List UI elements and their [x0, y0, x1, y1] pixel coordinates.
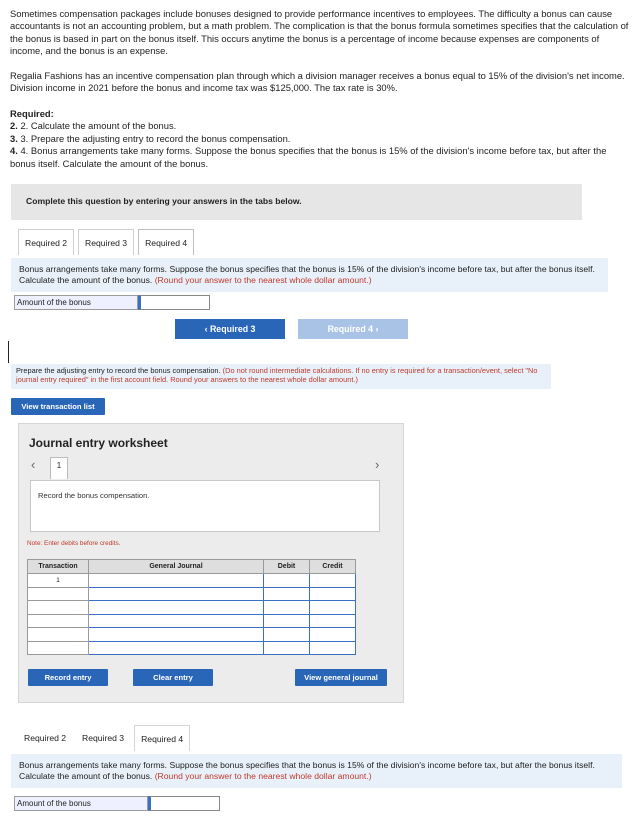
req2-text: 2. Calculate the amount of the bonus.: [20, 120, 177, 132]
journal-entry-worksheet: [18, 423, 404, 703]
journal-row: [28, 601, 356, 615]
instruction-bar: [11, 184, 582, 220]
prev-required-button[interactable]: [175, 319, 285, 339]
amount-row-bottom: [14, 796, 220, 811]
tab-required-3[interactable]: Required 3: [78, 229, 134, 255]
chevron-right-icon: ›: [375, 324, 379, 334]
tab-required-2[interactable]: Required 2: [18, 725, 72, 751]
question-box-req3: [11, 364, 551, 389]
view-general-journal-button[interactable]: View general journal: [295, 669, 387, 686]
next-required-button[interactable]: [298, 319, 408, 339]
amount-label: Amount of the bonus: [14, 295, 138, 310]
col-credit: Credit: [310, 560, 356, 574]
problem-intro: Sometimes compensation packages include bonuses designed to provide performance incentives to employees. The difficulty a bonus can cause accountants is not an accounting problem, but a math problem. The complication is that the bonus formula sometimes specifies that the calculation of the bonus is based in part on the bonus itself. This occurs anytime the bonus is a percentage of income because expenses are components of income, and the bonus is an expense.: [10, 8, 629, 57]
credit-input[interactable]: [310, 628, 356, 642]
tab-required-4[interactable]: Required 4: [134, 725, 190, 751]
journal-row: [28, 614, 356, 628]
question3-hint: (Do not round intermediate calculations. If no entry is required for a transaction/event, select "No journal entry required" in the first account field. Round your answers to the nearest whole dollar amount.): [16, 366, 538, 384]
prev-label: Required 3: [209, 324, 256, 334]
journal-header-row: [28, 560, 356, 574]
journal-row: [28, 641, 356, 655]
required-list: Required: 2. 2. Calculate the amount of the bonus. 3. 3. Prepare the adjusting entry to record the bonus compensation. 4. 4. Bonus arrangements take many forms. Suppose the bonus specifies that the bonus is 15% of the division's income before tax, but after the bonus itself. Calculate the amount of the bonus.: [10, 108, 607, 169]
debit-input[interactable]: [264, 587, 310, 601]
tab-required-2[interactable]: Required 2: [18, 229, 74, 255]
text-cursor: [8, 341, 9, 363]
view-transaction-list-button[interactable]: View transaction list: [11, 398, 105, 415]
account-select[interactable]: [89, 641, 264, 655]
question3-text: Prepare the adjusting entry to record the bonus compensation.: [16, 366, 221, 375]
tab-bar-bottom: [18, 725, 194, 751]
col-debit: Debit: [264, 560, 310, 574]
credit-input[interactable]: [310, 574, 356, 588]
worksheet-page-tab[interactable]: 1: [50, 457, 68, 479]
account-select[interactable]: [89, 614, 264, 628]
journal-row: [28, 587, 356, 601]
question-box-top: [11, 258, 608, 292]
question-text: Bonus arrangements take many forms. Suppose the bonus specifies that the bonus is 15% of the division's income before tax, but after the bonus itself. Calculate the amount of the bonus.: [19, 760, 595, 781]
question-box-bottom: [11, 754, 622, 788]
debit-input[interactable]: [264, 628, 310, 642]
req4-text: 4. Bonus arrangements take many forms. Suppose the bonus specifies that the bonus is 15% of the division's income before tax, but after the bonus itself. Calculate the amount of the bonus.: [10, 145, 607, 169]
account-select[interactable]: [89, 628, 264, 642]
debit-input[interactable]: [264, 614, 310, 628]
chevron-left-icon[interactable]: ‹: [31, 457, 36, 472]
credit-input[interactable]: [310, 601, 356, 615]
account-select[interactable]: [89, 587, 264, 601]
debit-credit-note: Note: Enter debits before credits.: [27, 540, 121, 547]
next-label: Required 4: [327, 324, 374, 334]
req3-text: 3. Prepare the adjusting entry to record the bonus compensation.: [20, 132, 291, 144]
journal-row: [28, 628, 356, 642]
credit-input[interactable]: [310, 614, 356, 628]
tab-bar-top: [18, 229, 198, 255]
tab-required-3[interactable]: Required 3: [76, 725, 130, 751]
chevron-left-icon: ‹: [204, 324, 208, 334]
credit-input[interactable]: [310, 587, 356, 601]
debit-input[interactable]: [264, 641, 310, 655]
amount-input[interactable]: [148, 796, 220, 811]
col-transaction: Transaction: [28, 560, 89, 574]
record-entry-button[interactable]: Record entry: [28, 669, 108, 686]
account-select[interactable]: [89, 574, 264, 588]
worksheet-title: Journal entry worksheet: [29, 436, 168, 450]
question-hint: (Round your answer to the nearest whole dollar amount.): [154, 770, 372, 781]
question-text: Bonus arrangements take many forms. Suppose the bonus specifies that the bonus is 15% of the division's income before tax, but after the bonus itself. Calculate the amount of the bonus.: [19, 264, 595, 285]
amount-input[interactable]: [138, 295, 210, 310]
problem-scenario: Regalia Fashions has an incentive compensation plan through which a division manager receives a bonus equal to 15% of the division's net income. Division income in 2021 before the bonus and income tax was $125,000. The tax rate is 30%.: [10, 70, 625, 94]
account-select[interactable]: [89, 601, 264, 615]
col-general-journal: General Journal: [89, 560, 264, 574]
debit-input[interactable]: [264, 574, 310, 588]
amount-row-top: [14, 295, 210, 310]
tab-required-4[interactable]: Required 4: [138, 229, 194, 255]
question-hint: (Round your answer to the nearest whole dollar amount.): [154, 274, 372, 285]
journal-table: [27, 559, 356, 655]
chevron-right-icon[interactable]: ›: [375, 457, 380, 472]
clear-entry-button[interactable]: Clear entry: [133, 669, 213, 686]
required-heading: Required:: [10, 108, 54, 119]
instruction-text: Complete this question by entering your answers in the tabs below.: [26, 196, 302, 206]
credit-input[interactable]: [310, 641, 356, 655]
debit-input[interactable]: [264, 601, 310, 615]
worksheet-description: Record the bonus compensation.: [30, 480, 380, 532]
amount-label: Amount of the bonus: [14, 796, 148, 811]
transaction-number: 1: [28, 574, 89, 588]
journal-row: [28, 574, 356, 588]
